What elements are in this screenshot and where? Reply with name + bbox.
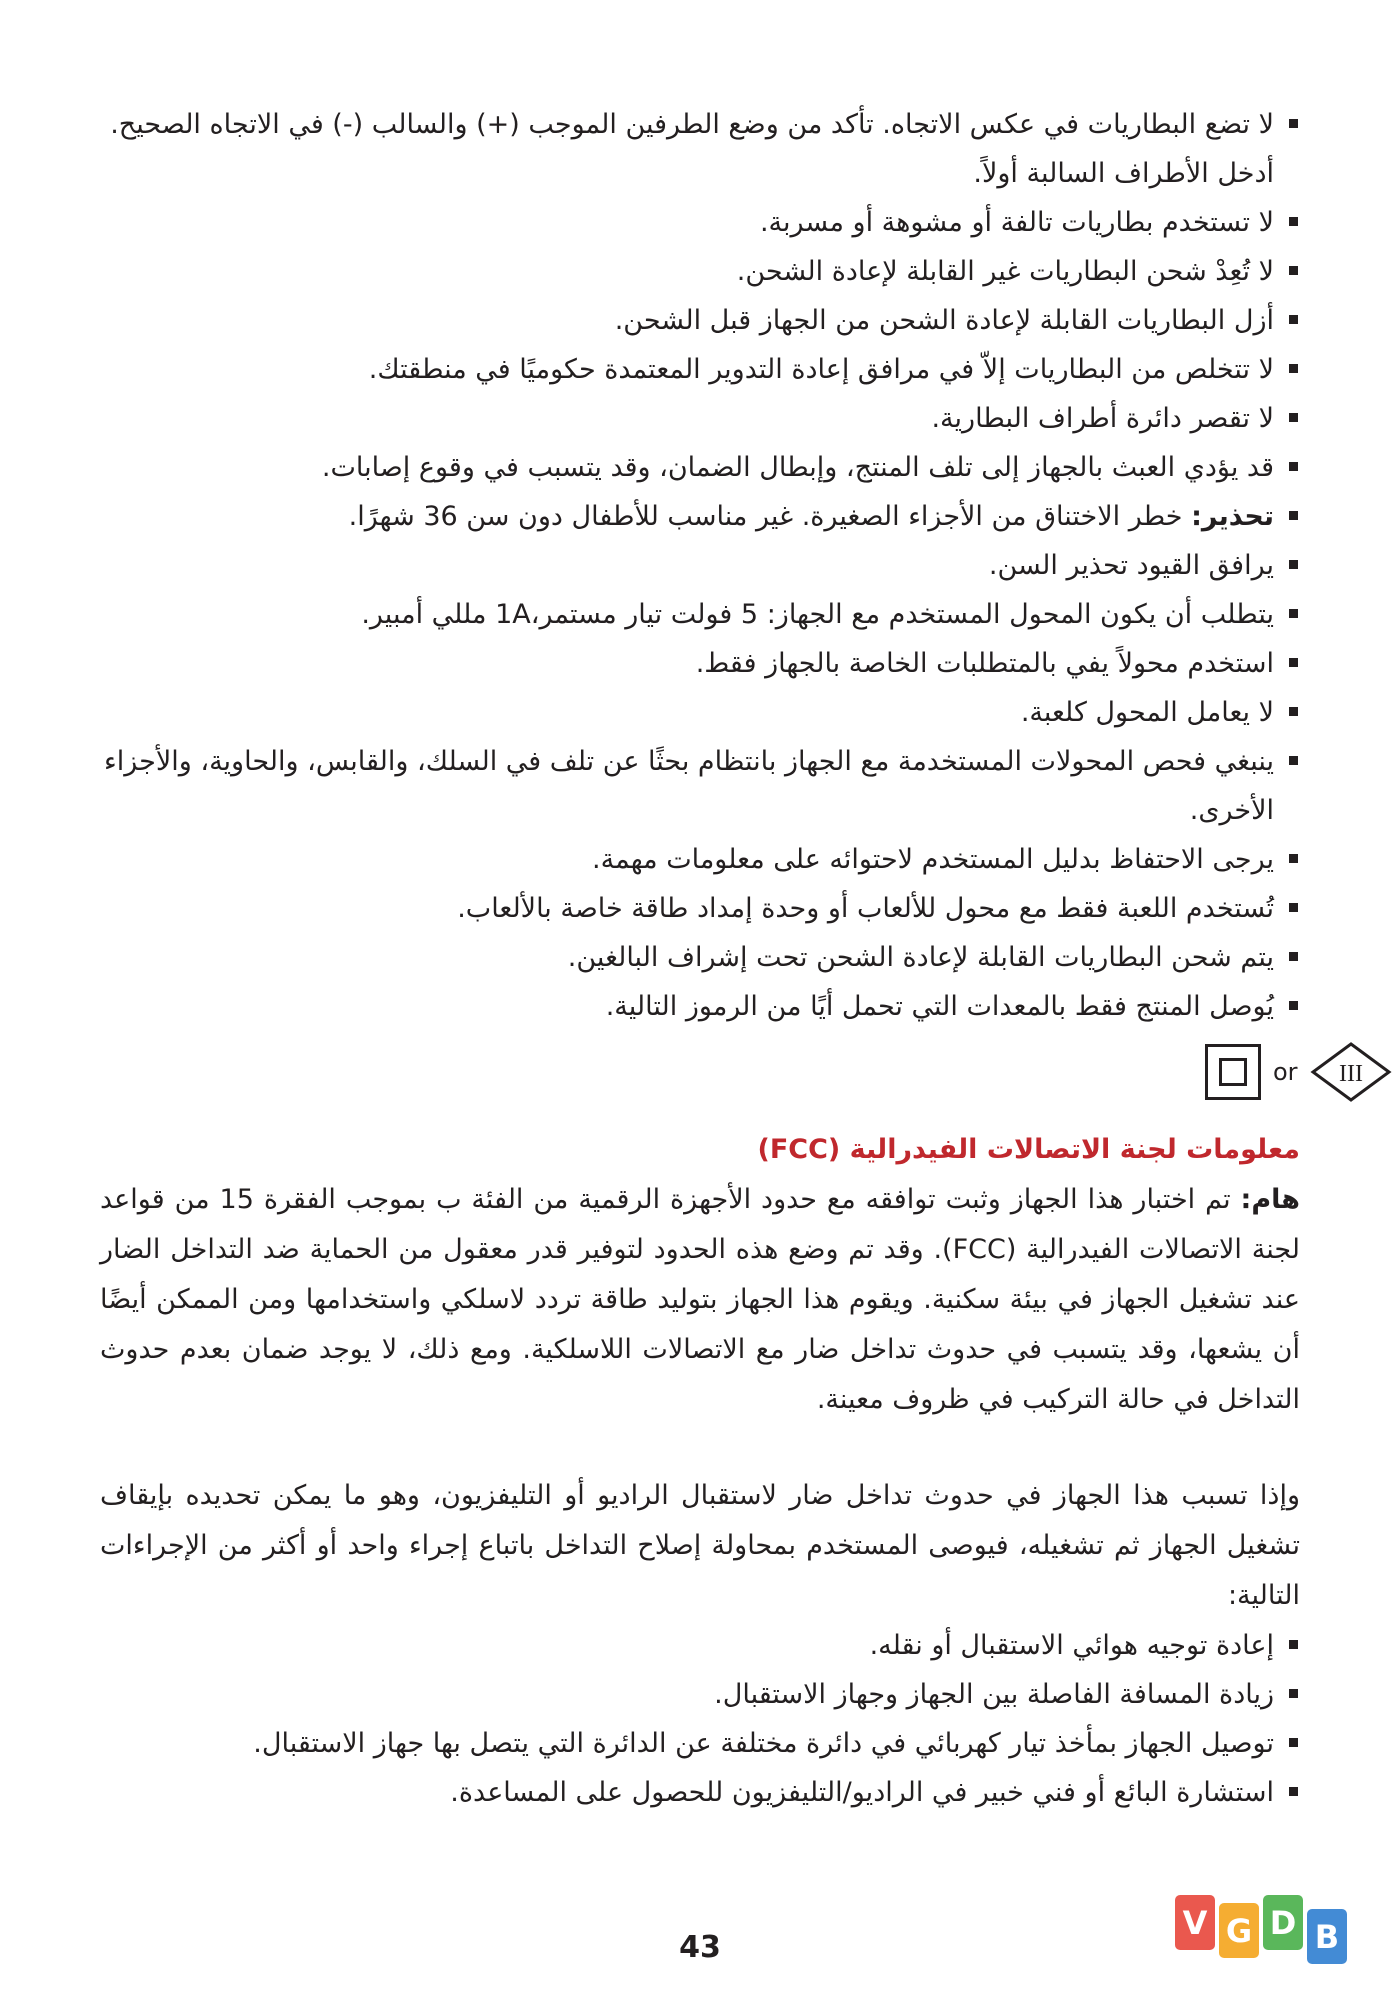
list-item [100, 100, 1300, 198]
list-item [100, 443, 1300, 492]
bullet-square-icon [1289, 707, 1298, 716]
bullet-square-icon [1289, 609, 1298, 618]
double-square-inner [1219, 1058, 1247, 1086]
bullet-square-icon [1289, 315, 1298, 324]
list-item [100, 688, 1300, 737]
list-item-text: خطر الاختناق من الأجزاء الصغيرة. غير مناسب للأطفال دون سن 36 شهرًا. [348, 501, 1192, 532]
list-item-text: لا تُعِدْ شحن البطاريات غير القابلة لإعادة الشحن. [736, 256, 1274, 287]
fcc-paragraph-1-text: تم اختبار هذا الجهاز وثبت توافقه مع حدود الأجهزة الرقمية من الفئة ب بموجب الفقرة 15 من قواعد لجنة الاتصالات الفيدرالية (FCC). وقد تم وضع هذه الحدود لتوفير قدر معقول من الحماية ضد التداخل الضار عند تشغيل الجهاز في بيئة سكنية. ويقوم هذا الجهاز بتوليد طاقة تردد لاسلكي واستخدامها ومن الممكن أيضًا أن يشعها، وقد يتسبب في حدوث تداخل ضار مع الاتصالات اللاسلكية. ومع ذلك، لا يوجد ضمان بعدم حدوث التداخل في حالة التركيب في ظروف معينة. [100, 1184, 1300, 1415]
bullet-square-icon [1289, 364, 1298, 373]
bullet-square-icon [1289, 756, 1298, 765]
bullet-square-icon [1289, 217, 1298, 226]
bullet-square-icon [1289, 952, 1298, 961]
list-item [100, 541, 1300, 590]
bullet-square-icon [1289, 1640, 1298, 1649]
bullet-square-icon [1289, 658, 1298, 667]
page-number: 43 [679, 1930, 721, 1965]
warning-label: تحذير: [1191, 501, 1274, 532]
bullet-square-icon [1289, 903, 1298, 912]
bullet-square-icon [1289, 119, 1298, 128]
fcc-measures-list [100, 1621, 1300, 1817]
list-item-text: يرجى الاحتفاظ بدليل المستخدم لاحتوائه على معلومات مهمة. [592, 844, 1274, 875]
important-label: هام: [1240, 1184, 1300, 1215]
list-item-text: يتم شحن البطاريات القابلة لإعادة الشحن تحت إشراف البالغين. [567, 942, 1274, 973]
list-item-text: يُوصل المنتج فقط بالمعدات التي تحمل أيًا من الرموز التالية. [605, 991, 1274, 1022]
symbols-or-text: or [1273, 1058, 1298, 1086]
list-item-text: لا تضع البطاريات في عكس الاتجاه. تأكد من وضع الطرفين الموجب (+) والسالب (-) في الاتجاه الصحيح. أدخل الأطراف السالبة أولاً. [110, 109, 1274, 189]
list-item [100, 492, 1300, 541]
bullet-square-icon [1289, 511, 1298, 520]
list-item-text: استخدم محولاً يفي بالمتطلبات الخاصة بالجهاز فقط. [695, 648, 1274, 679]
list-item-text: يرافق القيود تحذير السن. [988, 550, 1274, 581]
class3-label: III [1338, 1061, 1363, 1087]
bullet-square-icon [1289, 1787, 1298, 1796]
bullet-square-icon [1289, 1689, 1298, 1698]
list-item [100, 737, 1300, 835]
vgdb-watermark-logo [1175, 1895, 1351, 1964]
bullet-square-icon [1289, 560, 1298, 569]
watermark-letter-b: B [1307, 1909, 1347, 1964]
list-item-text: إعادة توجيه هوائي الاستقبال أو نقله. [869, 1630, 1274, 1661]
list-item [100, 1768, 1300, 1817]
bullet-square-icon [1289, 266, 1298, 275]
list-item [100, 394, 1300, 443]
list-item [100, 933, 1300, 982]
bullet-square-icon [1289, 1738, 1298, 1747]
bullet-square-icon [1289, 1001, 1298, 1010]
watermark-letter-g: G [1219, 1903, 1259, 1958]
safety-bullet-list [100, 100, 1300, 1031]
watermark-letter-d: D [1263, 1895, 1303, 1950]
list-item [100, 982, 1300, 1031]
list-item-text: استشارة البائع أو فني خبير في الراديو/التليفزيون للحصول على المساعدة. [450, 1777, 1274, 1808]
list-item-text: زيادة المسافة الفاصلة بين الجهاز وجهاز الاستقبال. [714, 1679, 1274, 1710]
list-item-text: لا يعامل المحول كلعبة. [1020, 697, 1274, 728]
list-item-text: لا تستخدم بطاريات تالفة أو مشوهة أو مسربة. [759, 207, 1274, 238]
watermark-letter-v: V [1175, 1895, 1215, 1950]
diamond-III-icon [1310, 1041, 1392, 1103]
list-item [100, 1621, 1300, 1670]
manual-page [100, 100, 1363, 1817]
list-item-text: قد يؤدي العبث بالجهاز إلى تلف المنتج، وإبطال الضمان، وقد يتسبب في وقوع إصابات. [321, 452, 1274, 483]
list-item-text: أزل البطاريات القابلة لإعادة الشحن من الجهاز قبل الشحن. [614, 305, 1274, 336]
equipment-symbols-row [1205, 1041, 1392, 1103]
list-item [100, 884, 1300, 933]
list-item [100, 1670, 1300, 1719]
list-item [100, 639, 1300, 688]
list-item [100, 590, 1300, 639]
list-item [100, 296, 1300, 345]
list-item [100, 198, 1300, 247]
bullet-square-icon [1289, 854, 1298, 863]
bullet-square-icon [1289, 462, 1298, 471]
list-item-text: ينبغي فحص المحولات المستخدمة مع الجهاز بانتظام بحثًا عن تلف في السلك، والقابس، والحاوية، والأجزاء الأخرى. [104, 746, 1274, 826]
list-item [100, 345, 1300, 394]
list-item [100, 835, 1300, 884]
list-item-text: يتطلب أن يكون المحول المستخدم مع الجهاز: 5 فولت تيار مستمر،1A مللي أمبير. [361, 599, 1274, 630]
list-item-text: لا تتخلص من البطاريات إلاّ في مرافق إعادة التدوير المعتمدة حكوميًا في منطقتك. [368, 354, 1274, 385]
paragraph-gap [100, 1425, 1300, 1471]
equipment-symbols [100, 1035, 1363, 1115]
double-square-icon [1205, 1044, 1261, 1100]
fcc-paragraph-2: وإذا تسبب هذا الجهاز في حدوث تداخل ضار لاستقبال الراديو أو التليفزيون، وهو ما يمكن تحديده بإيقاف تشغيل الجهاز ثم تشغيله، فيوصى المستخدم بمحاولة إصلاح التداخل باتباع إجراء واحد أو أكثر من الإجراءات التالية: [100, 1480, 1300, 1611]
list-item-text: لا تقصر دائرة أطراف البطارية. [931, 403, 1274, 434]
bullet-square-icon [1289, 413, 1298, 422]
list-item [100, 247, 1300, 296]
fcc-paragraph-1 [100, 1175, 1300, 1425]
fcc-heading: معلومات لجنة الاتصالات الفيدرالية (FCC) [757, 1134, 1300, 1165]
list-item-text: تُستخدم اللعبة فقط مع محول للألعاب أو وحدة إمداد طاقة خاصة بالألعاب. [457, 893, 1274, 924]
list-item-text: توصيل الجهاز بمأخذ تيار كهربائي في دائرة مختلفة عن الدائرة التي يتصل بها جهاز الاستقبال. [253, 1728, 1274, 1759]
list-item [100, 1719, 1300, 1768]
